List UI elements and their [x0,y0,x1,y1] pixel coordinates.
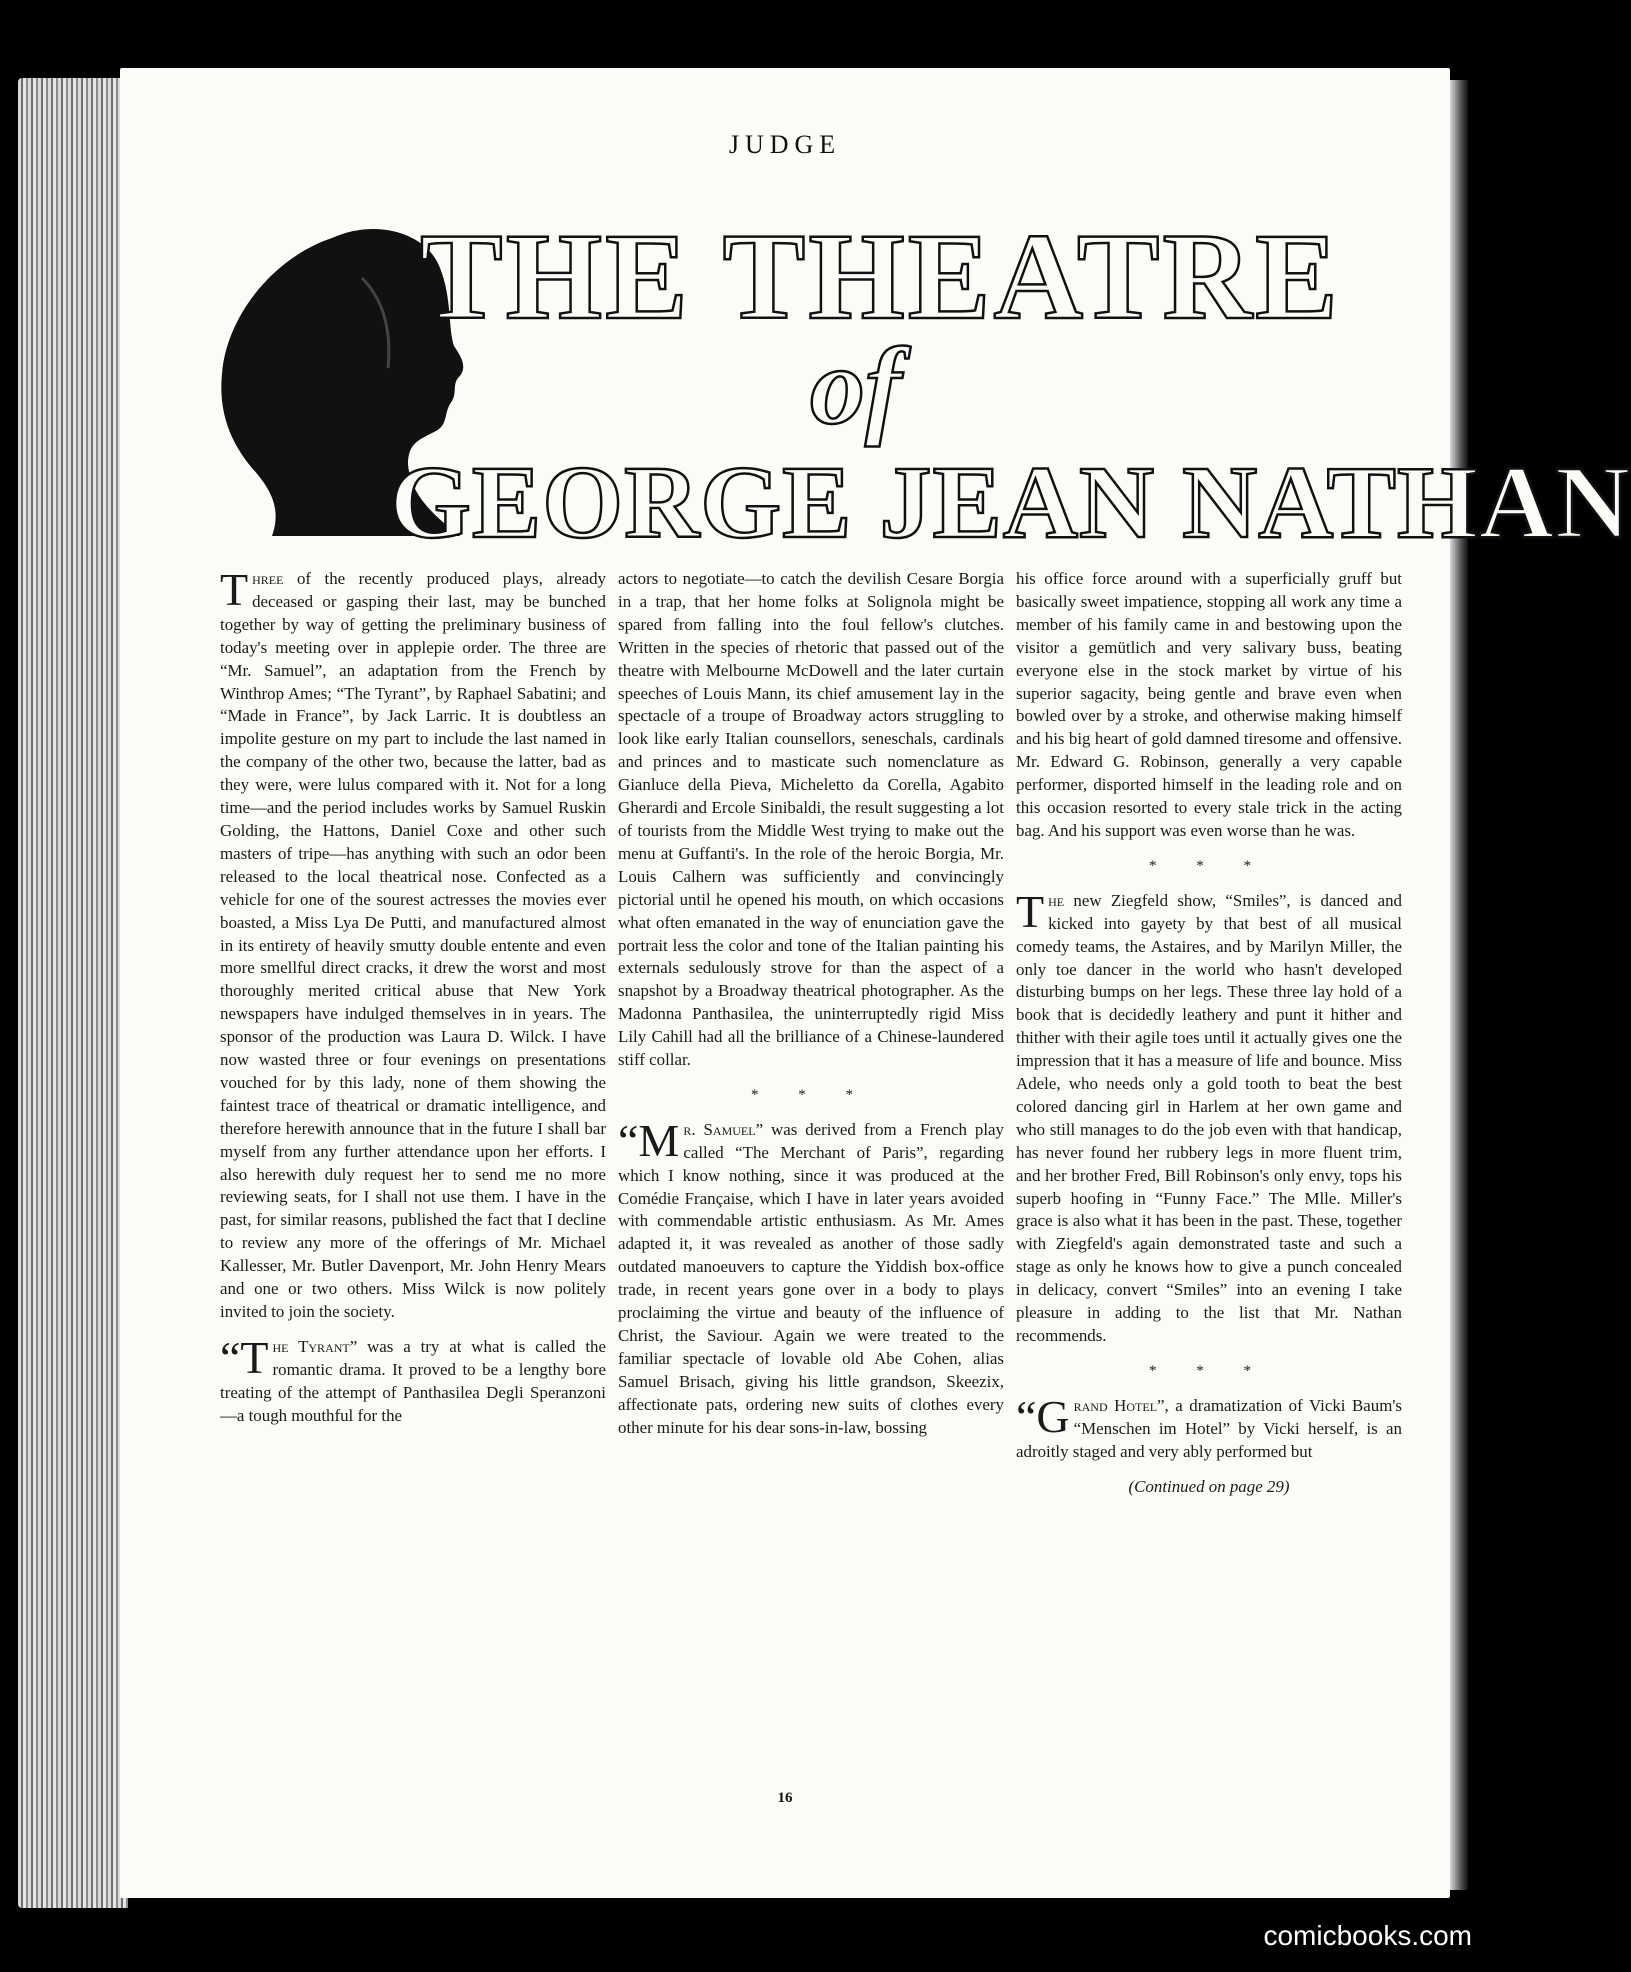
paragraph-text: ” was derived from a French play called “The Merchant of Paris”, regarding which I know nothing, since it was produced at the Comédie Française, which I have in later years avoided with commendable artistic enthusiasm. As Mr. Ames adapted it, it was revealed as another of those sadly outdated manoeuvers to capture the Yiddish box-office trade, in recent years gone over in a body to plays proclaiming the virtue and beauty of the influence of Christ, the Saviour. Again we were treated to the familiar spectacle of lovable old Abe Cohen, alias Samuel Brisach, giving his little grandson, Skeezix, affectionate pats, ordering new suits of clothes every other minute for his dear sons-in-law, bossing [618,1119,1004,1437]
continued-note: (Continued on page 29) [1128,1476,1290,1496]
lead-in: rand Hotel [1073,1395,1158,1415]
paragraph [220,564,606,1324]
paragraph-text: of the recently produced plays, already deceased or gasping their last, may be bunched together by way of getting the preliminary business of today's meeting over in applepie order. The three are “Mr. Samuel”, an adaptation from the French by Winthrop Ames; “The Tyrant”, by Raphael Sabatini; and “Made in France”, by Jack Larric. It is doubtless an impolite gesture on my part to include the last named in the company of the other two, because the latter, bad as they were, were lulus compared with it. Not for a long time—and the period includes works by Samuel Ruskin Golding, the Hattons, Daniel Coxe and other such masters of tripe—has anything with such an odor been released to the local theatrical nose. Confected as a vehicle for one of the sourest actresses the movies ever boasted, a Miss Lya De Putti, and manufactured almost in its entirety of heavily smutty double entente and even more smellful direct cracks, it drew the worst and most thoroughly merited critical abuse that New York newspapers have indulged themselves in in years. The sponsor of the production was Laura D. Wilck. I have now wasted three or four evenings on presentations vouched for by this lady, none of them showing the faintest trace of theatrical or dramatic intelligence, and therefore herewith announce that in the future I shall bar myself from any further attendance upon her efforts. I also herewith duly request her to send me no more reviewing seats, for I shall not use them. I have in the past, for similar reasons, published the fact that I decline to review any more of the offerings of Mr. Michael Kallesser, Mr. Butler Davenport, Mr. John Henry Mears and one or two others. Miss Wilck is now politely invited to join the society. [220,569,606,1321]
article-column-3 [1016,568,1402,1878]
lead-in: he [1048,890,1065,910]
page-number: 16 [777,1790,793,1806]
article-column-2 [618,568,1004,1878]
paragraph-text: actors to negotiate—to catch the devilish Cesare Borgia in a trap, that her home folks at Solignola might be spared from falling into the foul fellow's clutches. Written in the species of rhetoric that passed out of the theatre with Melbourne McDowell and the later curtain speeches of Louis Mann, its chief amusement lay in the spectacle of a troupe of Broadway actors struggling to look like early Italian counsellors, seneschals, cardinals and princes and to masticate such nomenclature as Gianluce della Pieva, Micheletto da Corella, Agabito Gherardi and Ercole Sinibaldi, the result suggesting a lot of tourists from the Middle West trying to make out the menu at Guffanti's. In the role of the heroic Borgia, Mr. Louis Calhern was sufficiently and convincingly pictorial until he opened his mouth, on which occasions what often emanated in the way of enunciation gave the portrait less the color and tone of the Italian painting his externals sedulously strove for than the aspect of a snapshot by a Broadway theatrical photographer. As the Madonna Panthasilea, the uninterruptedly rigid Miss Lily Cahill had all the brilliance of a Chinese-laundered stiff collar. [618,569,1004,1070]
lead-in: hree [252,569,284,588]
drop-cap: “M [618,1114,680,1166]
paragraph [220,1331,606,1428]
section-divider-stars: * * * [1149,857,1269,874]
headline-the-theatre: THE THEATRE [420,208,1341,345]
magazine-page [120,68,1631,1898]
headline-of: of [810,325,902,447]
paragraph-text: ” was a try at what is called the romantic drama. It proved to be a lengthy bore treating of the attempt of Panthasilea Degli Speranzoni—a tough mouthful for the [220,1336,606,1425]
paragraph [1016,1390,1402,1464]
drop-cap: “G [1016,1390,1070,1442]
drop-cap: T [220,564,249,615]
section-divider-stars: * * * [751,1086,871,1103]
paragraph [618,568,1004,1072]
paragraph-text: ”, a dramatization of Vicki Baum's “Menschen im Hotel” by Vicki herself, is an adroitly staged and very ably performed but [1016,1395,1402,1461]
book-page-edges [18,78,128,1908]
paragraph-text: new Ziegfeld show, “Smiles”, is danced and kicked into gayety by that best of all musical comedy teams, the Astaires, and by Marilyn Miller, the only toe dancer in the world who hasn't developed disturbing bumps on her legs. These three lay hold of a book that is decidedly leathery and punt it hither and thither with their agile toes until it actually gives one the impression that it has a measure of life and bounce. Miss Adele, who needs only a gold tooth to beat the best colored dancing girl in Harlem at her own game and who still manages to do the job even with that handicap, has never found her rubbery legs in more fluent trim, and her brother Fred, Bill Robinson's only envy, tops his superb hoofing in “Funny Face.” The Mlle. Miller's grace is also what it has been in the past. These, together with Ziegfeld's again demonstrated taste and such a stage as only he knows how to give a punch concealed in delicacy, convert “Smiles” into an evening I take pleasure in adding to the list that Mr. Nathan recommends. [1016,890,1402,1345]
section-divider-stars: * * * [1149,1362,1269,1379]
paragraph [1016,885,1402,1348]
watermark: comicbooks.com [1263,1920,1472,1951]
lead-in: r. Samuel [683,1119,756,1139]
drop-cap: “T [220,1331,269,1383]
lead-in: he Tyrant [272,1336,350,1356]
masthead-label: JUDGE [728,130,842,159]
headline-author-name: GEORGE JEAN NATHAN [390,445,1631,560]
paragraph-text: his office force around with a superficially gruff but basically sweet impatience, stopping all work any time a member of his family came in and bestowing upon the visitor a gemütlich and very salivary buss, beating everyone else in the stock market by virtue of his superior sagacity, being gentle and brave even when bowled over by a stroke, and otherwise making himself and his big heart of gold damned tiresome and offensive. Mr. Edward G. Robinson, generally a very capable performer, disported himself in the leading role and on this occasion resorted to every stale trick in the acting bag. And his support was even worse than he was. [1016,569,1402,840]
book-right-edge [1450,80,1468,1890]
paragraph [618,1114,1004,1440]
article-column-1 [220,564,606,1878]
drop-cap: T [1016,885,1045,937]
paragraph [1016,568,1402,843]
